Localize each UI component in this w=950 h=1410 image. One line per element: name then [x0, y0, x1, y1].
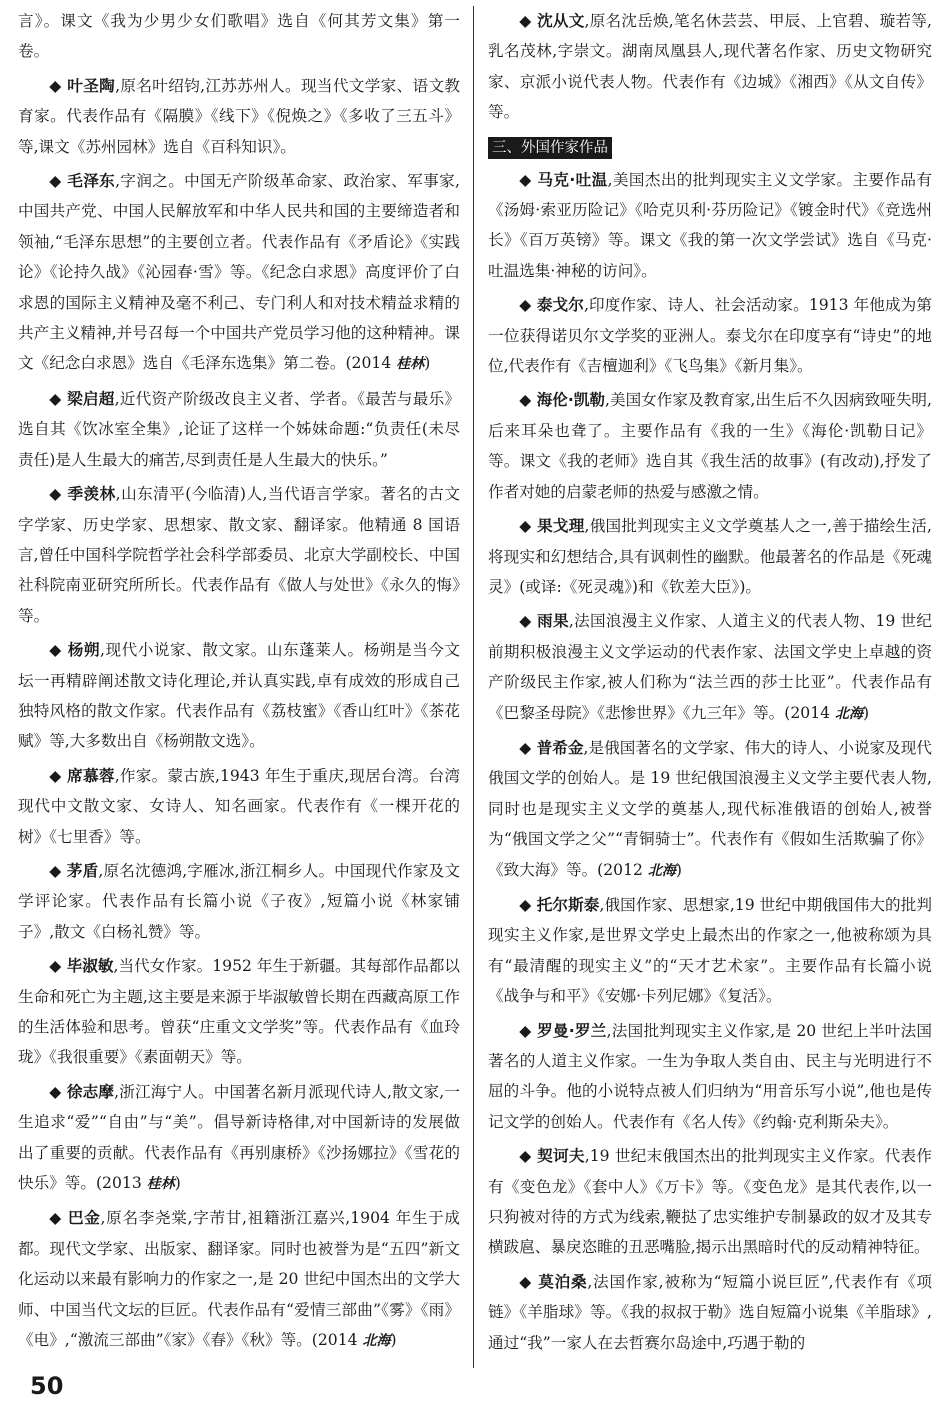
author-entry [18, 479, 460, 631]
author-description: ,俄国作家、思想家,19 世纪中期俄国伟大的批判现实主义作家,是世界文学史上最杰出的作家之一,他被称颂为具有“最清醒的现实主义”的“天才艺术家”。主要作品有长篇小说《战争与和平》《安娜·卡列尼娜》《复活》。 [488, 895, 932, 1006]
author-description: ,原名沈岳焕,笔名休芸芸、甲辰、上官碧、璇若等,乳名茂林,字崇文。湖南凤凰县人,现代著名作家、历史文物研究家、京派小说代表人物。代表作有《边城》《湘西》《从文自传》等。 [488, 12, 932, 122]
author-description: ,字润之。中国无产阶级革命家、政治家、军事家,中国共产党、中国人民解放军和中华人民共和国的主要缔造者和领袖,“毛泽东思想”的主要创立者。代表作品有《矛盾论》《实践论》《论持久战》《沁园春·雪》等。《纪念白求恩》高度评价了白求恩的国际主义精神及毫不利己、专门利人和对技术精益求精的共产主义精神,并号召每一个中国共产党员学习他的这种精神。课文《纪念白求恩》选自《毛泽东选集》第二卷。(2014 [18, 172, 460, 373]
diamond-bullet-icon: ◆ [519, 1021, 538, 1040]
author-name: 契诃夫 [537, 1147, 585, 1166]
author-description: ,原名李尧棠,字芾甘,祖籍浙江嘉兴,1904 年生于成都。现代文学家、出版家、翻译家。同时也被誉为是“五四”新文化运动以来最有影响力的作家之一,是 20 世纪中国杰出的文学大师、中国当代文坛的巨匠。代表作品有“爱情三部曲”《雾》《雨》《电》,“激流三部曲”《家》《春》《秋》等。(2014 [18, 1209, 460, 1350]
diamond-bullet-icon: ◆ [519, 1147, 538, 1166]
author-entry [18, 856, 460, 947]
diamond-bullet-icon: ◆ [49, 172, 68, 191]
author-description: ,19 世纪末俄国杰出的批判现实主义作家。代表作有《变色龙》《套中人》《万卡》等。《变色龙》是其代表作,以一只狗被对待的方式为线索,鞭挞了忠实维护专制暴政的奴才及其专横跋扈、暴戾恣睢的丑恶嘴脸,揭示出黑暗时代的反动精神特征。 [488, 1147, 932, 1257]
section-header [488, 132, 932, 163]
section-title: 三、外国作家作品 [488, 137, 612, 159]
author-description: ,美国杰出的批判现实主义文学家。主要作品有《汤姆·索亚历险记》《哈克贝利·芬历险记》《镀金时代》《竞选州长》《百万英镑》等。课文《我的第一次文学尝试》选自《马克·吐温选集·神秘的访问》。 [488, 170, 932, 280]
exam-source-close: ) [675, 860, 682, 879]
diamond-bullet-icon: ◆ [49, 1209, 68, 1228]
author-description: ,法国浪漫主义作家、人道主义的代表人物、19 世纪前期积极浪漫主义文学运动的代表作家、法国文学史上卓越的资产阶级民主作家,被人们称为“法兰西的莎士比亚”。代表作品有《巴黎圣母院》《悲惨世界》《九三年》等。(2014 [488, 612, 932, 722]
author-description: ,俄国批判现实主义文学奠基人之一,善于描绘生活,将现实和幻想结合,具有讽刺性的幽默。他最著名的作品是《死魂灵》(或译:《死灵魂》)和《钦差大臣》)。 [488, 517, 932, 596]
author-name: 托尔斯泰 [536, 895, 600, 914]
author-entry [488, 606, 932, 729]
diamond-bullet-icon: ◆ [49, 861, 67, 880]
exam-source-close: ) [424, 354, 431, 373]
author-name: 果戈理 [537, 517, 585, 536]
author-name: 席慕蓉 [67, 766, 115, 785]
diamond-bullet-icon: ◆ [519, 391, 537, 410]
author-entry [488, 6, 932, 128]
right-pre-entry-list [488, 6, 932, 128]
author-description: ,浙江海宁人。中国著名新月派现代诗人,散文家,一生追求“爱”“自由”与“美”。倡导新诗格律,对中国新诗的发展做出了重要的贡献。代表作品有《再别康桥》《沙扬娜拉》《雪花的快乐》等。(2013 [18, 1082, 460, 1193]
page-number: 50 [30, 1372, 64, 1400]
diamond-bullet-icon: ◆ [49, 766, 68, 785]
diamond-bullet-icon: ◆ [519, 517, 538, 536]
author-description: ,原名叶绍钧,江苏苏州人。现当代文学家、语文教育家。代表作品有《隔膜》《线下》《倪焕之》《多收了三五斗》等,课文《苏州园林》选自《百科知识》。 [18, 76, 460, 156]
author-entry [18, 1203, 460, 1356]
author-name: 巴金 [67, 1209, 101, 1228]
exam-source-close: ) [863, 703, 870, 722]
author-name: 沈从文 [537, 12, 585, 30]
author-description: ,美国女作家及教育家,出生后不久因病致哑失明,后来耳朵也聋了。主要作品有《我的一生》《海伦·凯勒日记》等。课文《我的老师》选自其《我生活的故事》(有改动),抒发了作者对她的启蒙老师的热爱与感激之情。 [488, 391, 932, 501]
author-description: ,原名沈德鸿,字雁冰,浙江桐乡人。中国现代作家及文学评论家。代表作品有长篇小说《子夜》,短篇小说《林家铺子》,散文《白杨礼赞》等。 [18, 861, 460, 941]
author-entry [18, 384, 460, 475]
author-name: 海伦·凯勒 [536, 391, 605, 410]
exam-source-close: ) [174, 1174, 181, 1193]
author-entry [488, 733, 932, 886]
diamond-bullet-icon: ◆ [519, 895, 537, 914]
exam-source: 桂林 [396, 356, 425, 373]
author-name: 徐志摩 [66, 1082, 115, 1101]
author-name: 叶圣陶 [67, 76, 116, 95]
author-entry [488, 1267, 932, 1358]
author-name: 梁启超 [67, 389, 115, 408]
right-column [488, 6, 932, 1368]
left-column [18, 6, 460, 1368]
author-name: 莫泊桑 [538, 1272, 588, 1291]
author-entry [18, 1077, 460, 1200]
diamond-bullet-icon: ◆ [519, 12, 538, 30]
author-entry [488, 1016, 932, 1138]
right-entry-list [488, 165, 932, 1358]
author-description: ,山东清平(今临清)人,当代语言学家。著名的古文字学家、历史学家、思想家、散文家、翻译家。他精通 8 国语言,曾任中国科学院哲学社会科学部委员、北京大学副校长、中国社科院南亚研究所所长。代表作品有《做人与处世》《永久的悔》等。 [18, 485, 460, 625]
author-entry [18, 635, 460, 757]
author-name: 季羡林 [67, 485, 116, 504]
author-entry [488, 1141, 932, 1263]
column-divider [473, 6, 474, 1368]
diamond-bullet-icon: ◆ [519, 296, 537, 315]
diamond-bullet-icon: ◆ [49, 957, 67, 976]
diamond-bullet-icon: ◆ [519, 738, 537, 757]
author-description: ,当代女作家。1952 年生于新疆。其每部作品都以生命和死亡为主题,这主要是来源于毕淑敏曾长期在西藏高原工作的生活体验和思考。曾获“庄重文文学奖”等。代表作品有《血玲珑》《我很重要》《素面朝天》等。 [18, 957, 460, 1067]
author-name: 罗曼·罗兰 [537, 1021, 607, 1040]
diamond-bullet-icon: ◆ [519, 170, 538, 189]
author-name: 杨朔 [67, 641, 100, 660]
exam-source: 北海 [835, 705, 864, 722]
diamond-bullet-icon: ◆ [49, 1082, 67, 1101]
author-description: ,现代小说家、散文家。山东蓬莱人。杨朔是当今文坛一再精辟阐述散文诗化理论,并认真实践,卓有成效的形成自己独特风格的散文作家。代表作品有《荔枝蜜》《香山红叶》《茶花赋》等,大多数出自《杨朔散文选》。 [18, 641, 460, 751]
exam-source: 北海 [647, 862, 676, 879]
diamond-bullet-icon: ◆ [49, 485, 68, 504]
author-name: 毛泽东 [67, 172, 116, 191]
diamond-bullet-icon: ◆ [519, 1272, 539, 1291]
exam-source: 桂林 [146, 1176, 175, 1193]
diamond-bullet-icon: ◆ [49, 76, 68, 95]
author-description: ,近代资产阶级改良主义者、学者。《最苦与最乐》选自其《饮冰室全集》,论证了这样一个姊妹命题:“负责任(未尽责任)是人生最大的痛苦,尽到责任是人生最大的快乐。” [18, 389, 460, 469]
author-description: ,作家。蒙古族,1943 年生于重庆,现居台湾。台湾现代中文散文家、女诗人、知名画家。代表作有《一棵开花的树》《七里香》等。 [18, 766, 460, 846]
left-entry-list [18, 71, 460, 1357]
author-entry [488, 890, 932, 1012]
author-entry [18, 761, 460, 852]
diamond-bullet-icon: ◆ [49, 389, 68, 408]
exam-source-close: ) [390, 1331, 397, 1350]
author-description: ,法国作家,被称为“短篇小说巨匠”,代表作有《项链》《羊脂球》等。《我的叔叔于勒》选自短篇小说集《羊脂球》,通过“我”一家人在去哲赛尔岛途中,巧遇于勒的 [488, 1272, 932, 1352]
author-name: 茅盾 [66, 861, 99, 880]
author-entry [488, 290, 932, 381]
author-entry [18, 71, 460, 162]
continuation-text: 言》。课文《我为少男少女们歌唱》选自《何其芳文集》第一卷。 [18, 12, 460, 61]
diamond-bullet-icon: ◆ [519, 612, 538, 631]
author-name: 毕淑敏 [66, 957, 114, 976]
author-description: ,法国批判现实主义作家,是 20 世纪上半叶法国著名的人道主义作家。一生为争取人类自由、民主与光明进行不屈的斗争。他的小说特点被人们归纳为“用音乐写小说”,他也是传记文学的创始人。代表作有《名人传》《约翰·克利斯朵夫》。 [488, 1021, 932, 1131]
author-entry [488, 511, 932, 602]
author-name: 马克·吐温 [537, 170, 608, 189]
author-entry [18, 166, 460, 380]
author-name: 普希金 [536, 738, 584, 757]
author-description: ,印度作家、诗人、社会活动家。1913 年他成为第一位获得诺贝尔文学奖的亚洲人。泰戈尔在印度享有“诗史”的地位,代表作有《吉檀迦利》《飞鸟集》《新月集》。 [488, 296, 932, 376]
author-entry [18, 951, 460, 1073]
author-entry [488, 385, 932, 507]
exam-source: 北海 [362, 1333, 391, 1350]
diamond-bullet-icon: ◆ [49, 641, 68, 660]
author-name: 泰戈尔 [536, 296, 584, 315]
author-description: ,是俄国著名的文学家、伟大的诗人、小说家及现代俄国文学的创始人。是 19 世纪俄国浪漫主义文学主要代表人物,同时也是现实主义文学的奠基人,现代标准俄语的创始人,被誉为“俄国文学之父”“青铜骑士”。代表作有《假如生活欺骗了你》《致大海》等。(2012 [488, 738, 932, 879]
author-entry [488, 165, 932, 287]
author-name: 雨果 [537, 612, 569, 631]
